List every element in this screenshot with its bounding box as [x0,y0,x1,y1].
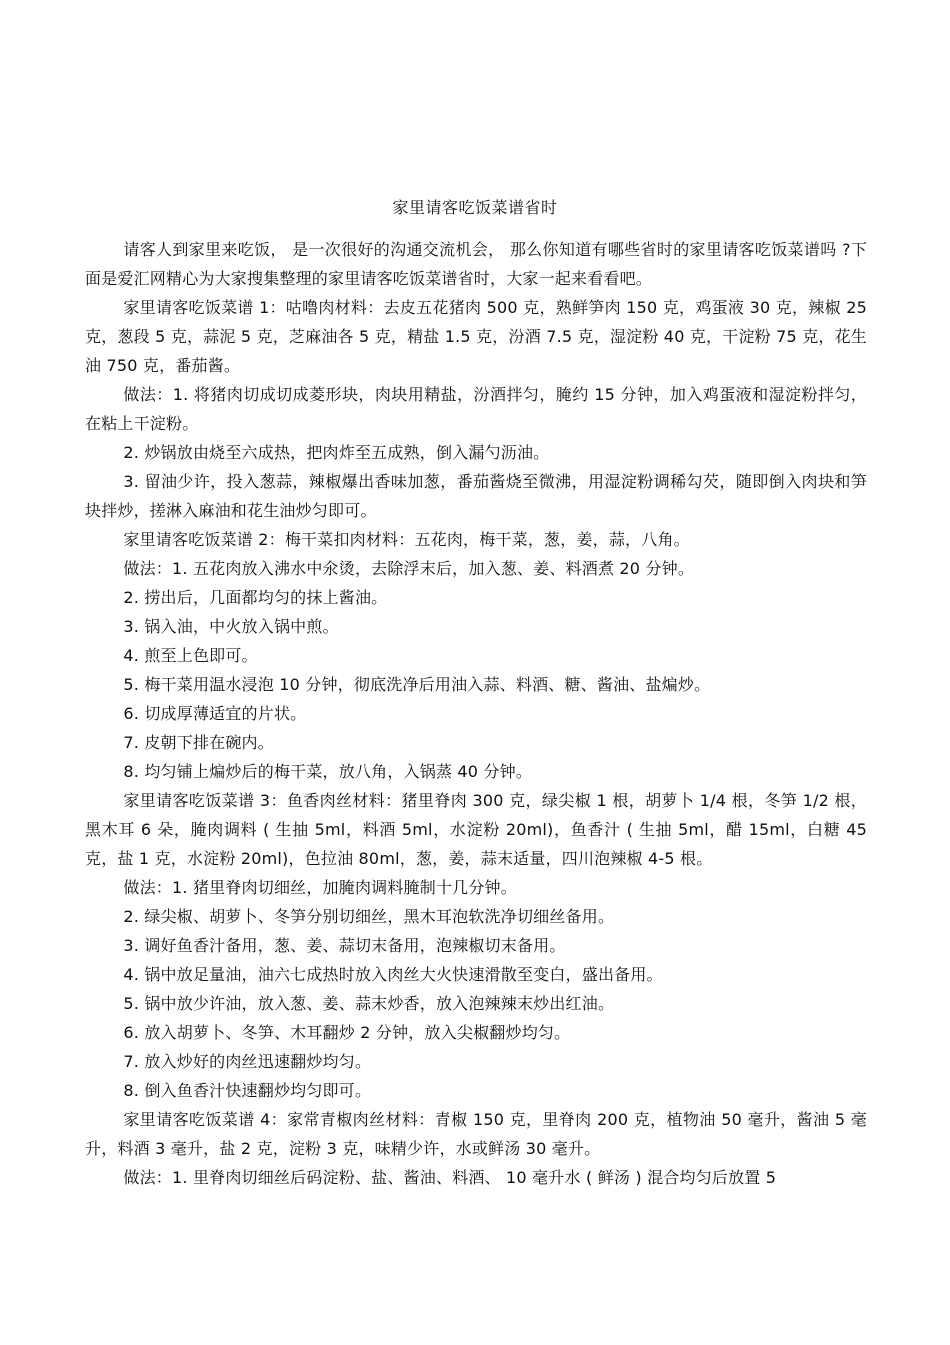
recipe-2-step-4: 4. 煎至上色即可。 [123,646,258,665]
recipe-1-ingredients: 家里请客吃饭菜谱 1：咕噜肉材料：去皮五花猪肉 500 克，熟鲜笋肉 150 克，鸡蛋液 30 克，辣椒 25 克，葱段 5 克，蒜泥 5 克，芝麻油各 5 克，精盐 1.5 克，汾酒 7.5 克，湿淀粉 40 克，干淀粉 75 克，花生油 750 克，番茄酱。 [85,298,867,375]
document-title: 家里请客吃饭菜谱省时 [392,198,558,217]
recipe-1-step-2: 2. 炒锅放由烧至六成热，把肉炸至五成熟，倒入漏勺沥油。 [123,443,550,462]
recipe-2-step-7: 7. 皮朝下排在碗内。 [123,733,274,752]
document-body [85,235,867,1192]
recipe-3-step-4: 4. 锅中放足量油，油六七成热时放入肉丝大火快速滑散至变白，盛出备用。 [123,965,663,984]
recipe-3-step-7: 7. 放入炒好的肉丝迅速翻炒均匀。 [123,1052,372,1071]
recipe-2-step-3: 3. 锅入油，中火放入锅中煎。 [123,617,339,636]
recipe-2-step-5: 5. 梅干菜用温水浸泡 10 分钟，彻底洗净后用油入蒜、料酒、糖、酱油、盐煸炒。 [123,675,711,694]
recipe-4-step-1: 做法：1. 里脊肉切细丝后码淀粉、盐、酱油、料酒、 10 毫升水 ( 鲜汤 ) 混合均匀后放置 5 [123,1168,777,1187]
recipe-3-step-1: 做法：1. 猪里脊肉切细丝，加腌肉调料腌制十几分钟。 [123,878,517,897]
recipe-2-ingredients: 家里请客吃饭菜谱 2：梅干菜扣肉材料：五花肉，梅干菜，葱，姜，蒜，八角。 [123,530,690,549]
recipe-2-step-2: 2. 捞出后，几面都均匀的抹上酱油。 [123,588,388,607]
recipe-2-step-8: 8. 均匀铺上煸炒后的梅干菜，放八角，入锅蒸 40 分钟。 [123,762,533,781]
recipe-3-ingredients: 家里请客吃饭菜谱 3：鱼香肉丝材料：猪里脊肉 300 克，绿尖椒 1 根，胡萝卜 1/4 根，冬笋 1/2 根，黑木耳 6 朵，腌肉调料 ( 生抽 5ml，料酒 5ml，水淀粉 20ml)，鱼香汁 ( 生抽 5ml，醋 15ml，白糖 45 克，盐 1 克，水淀粉 20ml)，色拉油 80ml，葱，姜，蒜末适量，四川泡辣椒 4-5 根。 [85,791,867,868]
recipe-2-step-1: 做法：1. 五花肉放入沸水中氽烫，去除浮末后，加入葱、姜、料酒煮 20 分钟。 [123,559,695,578]
recipe-4-ingredients: 家里请客吃饭菜谱 4：家常青椒肉丝材料：青椒 150 克，里脊肉 200 克，植物油 50 毫升，酱油 5 毫升，料酒 3 毫升，盐 2 克，淀粉 3 克，味精少许，水或鲜汤 30 毫升。 [85,1110,867,1158]
recipe-3-step-5: 5. 锅中放少许油，放入葱、姜、蒜末炒香，放入泡辣辣末炒出红油。 [123,994,615,1013]
recipe-2-step-6: 6. 切成厚薄适宜的片状。 [123,704,307,723]
recipe-3-step-6: 6. 放入胡萝卜、冬笋、木耳翻炒 2 分钟，放入尖椒翻炒均匀。 [123,1023,571,1042]
recipe-1-step-3: 3. 留油少许，投入葱蒜，辣椒爆出香味加葱，番茄酱烧至微沸，用湿淀粉调稀勾芡，随即倒入肉块和笋块拌炒，搓淋入麻油和花生油炒匀即可。 [85,472,867,520]
recipe-3-step-8: 8. 倒入鱼香汁快速翻炒均匀即可。 [123,1081,372,1100]
recipe-3-step-2: 2. 绿尖椒、胡萝卜、冬笋分别切细丝，黑木耳泡软洗净切细丝备用。 [123,907,615,926]
recipe-1-step-1: 做法：1. 将猪肉切成切成菱形块，肉块用精盐，汾酒拌匀，腌约 15 分钟，加入鸡蛋液和湿淀粉拌匀，在粘上干淀粉。 [85,385,867,433]
recipe-3-step-3: 3. 调好鱼香汁备用，葱、姜、蒜切末备用，泡辣椒切末备用。 [123,936,566,955]
intro-paragraph: 请客人到家里来吃饭， 是一次很好的沟通交流机会， 那么你知道有哪些省时的家里请客吃饭菜谱吗 ?下面是爱汇网精心为大家搜集整理的家里请客吃饭菜谱省时，大家一起来看看吧。 [85,240,867,288]
